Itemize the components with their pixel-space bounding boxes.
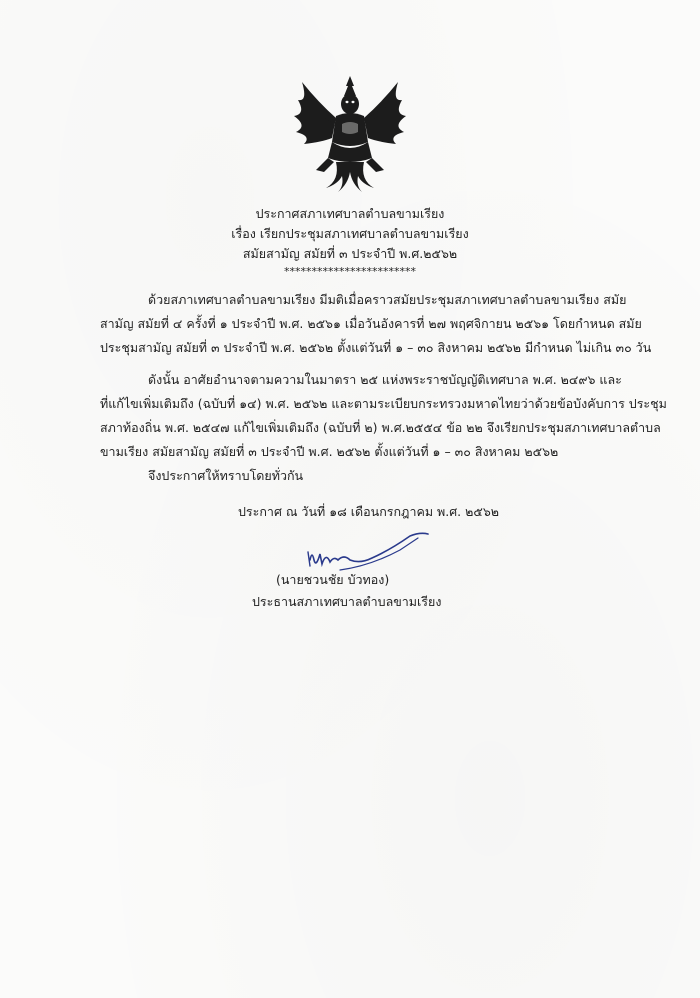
announcement-date: ประกาศ ณ วันที่ ๑๘ เดือนกรกฎาคม พ.ศ. ๒๕๖๒ <box>238 504 500 519</box>
subject-line: เรื่อง เรียกประชุมสภาเทศบาลตำบลขามเรียง <box>231 226 469 241</box>
garuda-emblem-icon <box>288 72 412 192</box>
paragraph-1-line-3: ประชุมสามัญ สมัยที่ ๓ ประจำปี พ.ศ. ๒๕๖๒ ตั้งแต่วันที่ ๑ – ๓๐ สิงหาคม ๒๕๖๒ มีกำหนด ไม่เกิน ๓๐ วัน <box>100 340 652 355</box>
paragraph-1-line-1: ด้วยสภาเทศบาลตำบลขามเรียง มีมติเมื่อคราวสมัยประชุมสภาเทศบาลตำบลขามเรียง สมัย <box>148 292 627 307</box>
paragraph-2-line-1: ดังนั้น อาศัยอำนาจตามความในมาตรา ๒๕ แห่งพระราชบัญญัติเทศบาล พ.ศ. ๒๔๙๖ และ <box>148 372 622 387</box>
paragraph-2-line-2: ที่แก้ไขเพิ่มเติมถึง (ฉบับที่ ๑๔) พ.ศ. ๒๕๖๒ และตามระเบียบกระทรวงมหาดไทยว่าด้วยข้อบังคับการ ประชุม <box>100 396 667 411</box>
handwritten-signature <box>300 530 450 576</box>
signer-name: (นายชวนชัย บัวทอง) <box>276 572 390 587</box>
paragraph-1-line-2: สามัญ สมัยที่ ๔ ครั้งที่ ๑ ประจำปี พ.ศ. ๒๕๖๑ เมื่อวันอังคารที่ ๒๗ พฤศจิกายน ๒๕๖๑ โดยกำหนด สมัย <box>100 316 642 331</box>
closing-statement: จึงประกาศให้ทราบโดยทั่วกัน <box>148 468 304 483</box>
session-line: สมัยสามัญ สมัยที่ ๓ ประจำปี พ.ศ.๒๕๖๒ <box>242 246 458 261</box>
paragraph-2-line-4: ขามเรียง สมัยสามัญ สมัยที่ ๓ ประจำปี พ.ศ. ๒๕๖๒ ตั้งแต่วันที่ ๑ – ๓๐ สิงหาคม ๒๕๖๒ <box>100 444 559 459</box>
paragraph-2-line-3: สภาท้องถิ่น พ.ศ. ๒๕๔๗ แก้ไขเพิ่มเติมถึง (ฉบับที่ ๒) พ.ศ.๒๕๕๔ ข้อ ๒๒ จึงเรียกประชุมสภาเทศบาลตำบล <box>100 420 661 435</box>
separator-stars: ************************ <box>284 265 416 278</box>
signer-title: ประธานสภาเทศบาลตำบลขามเรียง <box>252 594 442 609</box>
announcement-title: ประกาศสภาเทศบาลตำบลขามเรียง <box>255 206 445 221</box>
